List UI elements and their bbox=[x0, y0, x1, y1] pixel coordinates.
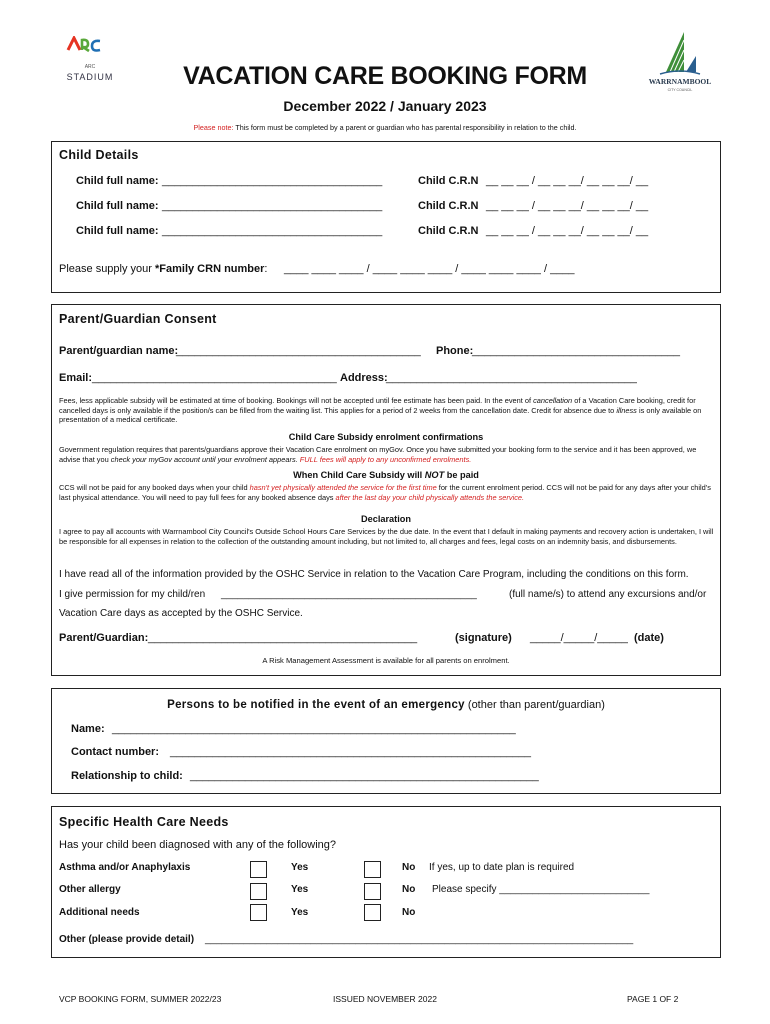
emergency-name-field[interactable]: __________________________________________________________________ bbox=[112, 723, 516, 735]
child-name-field-1[interactable]: ____________________________________ bbox=[162, 175, 383, 187]
asthma-yes-checkbox[interactable] bbox=[250, 861, 267, 878]
health-row-label-3: Additional needs bbox=[59, 907, 140, 918]
note-text: This form must be completed by a parent or guardian who has parental responsibility in relation to the child. bbox=[233, 123, 577, 132]
signature-caption: (signature) bbox=[455, 632, 512, 644]
child-crn-field-1[interactable]: __ __ __ / __ __ __/ __ __ __/ __ bbox=[486, 175, 649, 187]
permission-names-field[interactable]: ______________________________________________ bbox=[221, 589, 477, 600]
health-title: Specific Health Care Needs bbox=[59, 815, 229, 829]
phone-field[interactable]: __________________________________ bbox=[472, 345, 681, 357]
svg-text:CITY COUNCIL: CITY COUNCIL bbox=[667, 88, 693, 92]
emergency-title: Persons to be notified in the event of an emergency bbox=[167, 699, 465, 711]
footer-right: PAGE 1 OF 2 bbox=[627, 994, 679, 1004]
family-crn-field[interactable]: ____ ____ ____ / ____ ____ ____ / ____ ____ ____ / ____ bbox=[284, 263, 575, 275]
email-label: Email: bbox=[59, 372, 93, 384]
fees-paragraph bbox=[59, 396, 715, 425]
health-row-label-2: Other allergy bbox=[59, 884, 121, 895]
family-crn-row bbox=[59, 263, 267, 275]
health-question: Has your child been diagnosed with any of the following? bbox=[59, 839, 337, 851]
note-label: Please note: bbox=[193, 123, 234, 132]
date-caption: (date) bbox=[634, 632, 664, 644]
not-paid-text-2: for the current enrolment period. CCS will not be paid for any days after your child's last physical attendance. You will need to pay full fees for any booked absence days bbox=[59, 483, 711, 502]
child-name-field-2[interactable]: ____________________________________ bbox=[162, 200, 383, 212]
read-statement: I have read all of the information provided by the OSHC Service in relation to the Vacation Care Program, including the conditions on this form. bbox=[59, 569, 689, 580]
child-crn-label-2: Child C.R.N bbox=[418, 200, 479, 212]
child-crn-label-1: Child C.R.N bbox=[418, 175, 479, 187]
form-subtitle: December 2022 / January 2023 bbox=[283, 98, 487, 114]
family-crn-label: Please supply your bbox=[59, 263, 155, 275]
child-crn-field-2[interactable]: __ __ __ / __ __ __/ __ __ __/ __ bbox=[486, 200, 649, 212]
child-crn-field-3[interactable]: __ __ __ / __ __ __/ __ __ __/ __ bbox=[486, 225, 649, 237]
health-yes-label-1: Yes bbox=[291, 862, 309, 873]
fees-italic-2: illness bbox=[616, 405, 637, 415]
emergency-relationship-label: Relationship to child: bbox=[71, 770, 183, 782]
permission-text-2: Vacation Care days as accepted by the OSHC Service. bbox=[59, 608, 303, 619]
not-paid-heading-not: NOT bbox=[424, 470, 445, 480]
child-name-label-1: Child full name: bbox=[76, 175, 159, 187]
asthma-no-checkbox[interactable] bbox=[364, 861, 381, 878]
family-crn-bold: *Family CRN number bbox=[155, 263, 265, 275]
not-paid-heading-1: When Child Care Subsidy will bbox=[293, 470, 425, 480]
health-no-label-3: No bbox=[402, 907, 416, 918]
emergency-title-row bbox=[51, 699, 721, 711]
fees-text-3: is only available on presentation of a medical certificate. bbox=[59, 405, 702, 425]
additional-needs-no-checkbox[interactable] bbox=[364, 904, 381, 921]
other-detail-label: Other (please provide detail) bbox=[59, 934, 195, 945]
not-paid-heading-2: be paid bbox=[444, 470, 479, 480]
child-name-label-3: Child full name: bbox=[76, 225, 159, 237]
risk-assessment-note: A Risk Management Assessment is available for all parents on enrolment. bbox=[262, 656, 510, 665]
emergency-contact-field[interactable]: ___________________________________________________________ bbox=[170, 746, 531, 758]
ccs-red: FULL fees will apply to any unconfirmed enrolments. bbox=[297, 454, 472, 464]
parent-name-label: Parent/guardian name: bbox=[59, 345, 179, 357]
not-paid-paragraph bbox=[59, 483, 715, 502]
fees-text-2: of a Vacation Care booking, credit for cancelled days is only available if the position/s can be filled from the waiting list. This applies for a period of 2 weeks from the cancellation date. Credit for absence due to bbox=[59, 396, 696, 415]
ccs-paragraph bbox=[59, 445, 715, 464]
child-details-title: Child Details bbox=[59, 148, 139, 162]
not-paid-heading bbox=[51, 470, 721, 480]
not-paid-red-1: hasn't yet physically attended the service for the first time bbox=[249, 483, 437, 492]
guardian-signature-label: Parent/Guardian: bbox=[59, 632, 149, 644]
address-label: Address: bbox=[340, 372, 388, 384]
email-field[interactable]: ________________________________________ bbox=[92, 372, 337, 384]
consent-title: Parent/Guardian Consent bbox=[59, 312, 217, 326]
health-row-label-1: Asthma and/or Anaphylaxis bbox=[59, 862, 191, 873]
emergency-name-label: Name: bbox=[71, 723, 105, 735]
not-paid-red-2: after the last day your child physically attends the service. bbox=[335, 492, 525, 502]
parent-name-field[interactable]: ________________________________________ bbox=[176, 345, 421, 357]
emergency-title-suffix: (other than parent/guardian) bbox=[464, 699, 605, 711]
emergency-contact-label: Contact number: bbox=[71, 746, 159, 758]
additional-needs-yes-checkbox[interactable] bbox=[250, 904, 267, 921]
child-name-field-3[interactable]: ____________________________________ bbox=[162, 225, 383, 237]
form-note bbox=[0, 123, 770, 132]
health-yes-label-2: Yes bbox=[291, 884, 309, 895]
allergy-specify-field[interactable]: Please specify ___________________________ bbox=[432, 884, 650, 895]
footer-left: VCP BOOKING FORM, SUMMER 2022/23 bbox=[59, 994, 222, 1004]
svg-text:ARC: ARC bbox=[84, 64, 96, 70]
fees-italic-1: cancellation bbox=[533, 396, 573, 405]
declaration-heading: Declaration bbox=[360, 514, 412, 524]
fees-text-1: Fees, less applicable subsidy will be estimated at time of booking. Bookings will not be accepted until fee estimate has been paid. In the event of bbox=[59, 396, 534, 405]
date-field[interactable]: _____/_____/_____ bbox=[530, 632, 628, 644]
permission-text: I give permission for my child/ren bbox=[59, 589, 206, 600]
svg-text:WARRNAMBOOL: WARRNAMBOOL bbox=[648, 77, 712, 86]
ccs-heading: Child Care Subsidy enrolment confirmations bbox=[288, 432, 484, 442]
family-crn-colon: : bbox=[264, 263, 268, 275]
address-field[interactable]: _________________________________________ bbox=[386, 372, 637, 384]
footer-center: ISSUED NOVEMBER 2022 bbox=[333, 994, 437, 1004]
child-name-label-2: Child full name: bbox=[76, 200, 159, 212]
guardian-signature-field[interactable]: ____________________________________________ bbox=[148, 632, 418, 644]
form-title: VACATION CARE BOOKING FORM bbox=[183, 62, 587, 90]
health-no-label-1: No bbox=[402, 862, 416, 873]
other-detail-field[interactable]: _____________________________________________________________________________ bbox=[205, 934, 634, 945]
permission-after-text: (full name/s) to attend any excursions and/or bbox=[509, 589, 707, 600]
health-yes-label-3: Yes bbox=[291, 907, 309, 918]
ccs-text: Government regulation requires that parents/guardians approve their Vacation Care enrolment on myGov. Once you have submitted your booking form to the service and it has been approved, we advise that you bbox=[59, 445, 697, 464]
allergy-no-checkbox[interactable] bbox=[364, 883, 381, 900]
svg-text:STADIUM: STADIUM bbox=[66, 72, 114, 82]
ccs-italic: check your myGov account until your enrolment appears. bbox=[110, 454, 298, 464]
allergy-yes-checkbox[interactable] bbox=[250, 883, 267, 900]
health-no-label-2: No bbox=[402, 884, 416, 895]
emergency-relationship-field[interactable]: _________________________________________________________ bbox=[190, 770, 539, 782]
declaration-paragraph: I agree to pay all accounts with Warrnambool City Council's Outside School Hours Care Services by the due date. In the event that I default in making payments and recovery action is undertaken, I will be responsible for all expenses in relation to the collection of the outstanding amount including, but not limited to, all charges and fees, legal costs on an indemnity basis, and disbursements. bbox=[59, 527, 714, 546]
child-crn-label-3: Child C.R.N bbox=[418, 225, 479, 237]
health-extra-1: If yes, up to date plan is required bbox=[429, 862, 575, 873]
not-paid-text-1: CCS will not be paid for any booked days when your child bbox=[59, 483, 250, 492]
phone-label: Phone: bbox=[436, 345, 474, 357]
